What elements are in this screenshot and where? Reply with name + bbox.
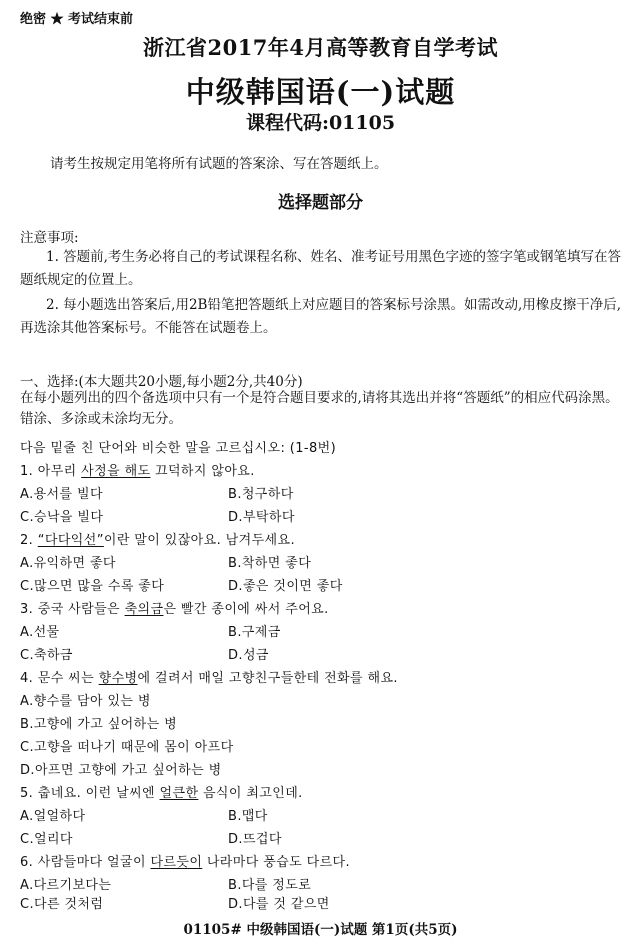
q3-option-b: B.구제금 xyxy=(228,625,281,640)
question-direction: 다음 밑줄 친 단어와 비슷한 말을 고르십시오: (1-8번) xyxy=(20,441,337,456)
question-4-pre: 4. 문수 씨는 xyxy=(20,671,99,686)
note-2 xyxy=(20,294,625,340)
q5-option-c: C.얼리다 xyxy=(20,832,73,847)
question-5-underlined: 얼큰한 xyxy=(159,786,199,801)
question-4-underlined: 향수병 xyxy=(98,671,138,686)
q4-option-b: B.고향에 가고 싶어하는 병 xyxy=(20,717,178,732)
question-6-post: 나라마다 풍습도 다르다. xyxy=(202,855,351,870)
q3-option-a: A.선물 xyxy=(20,625,60,640)
note-1-text: 1. 答题前,考生务必将自己的考试课程名称、姓名、准考证号用黑色字迹的签字笔或钢笔填写在答题纸规定的位置上。 xyxy=(20,249,621,288)
q2-option-a: A.유익하면 좋다 xyxy=(20,556,116,571)
question-2-underlined: “다다익선” xyxy=(37,533,104,548)
q3-option-c: C.축하금 xyxy=(20,648,73,663)
question-2-pre: 2. xyxy=(20,533,38,548)
question-3-post: 은 빨간 종이에 싸서 주어요. xyxy=(163,602,329,617)
question-3 xyxy=(20,598,329,617)
q1-option-a: A.용서를 빌다 xyxy=(20,487,103,502)
q6-option-a: A.다르기보다는 xyxy=(20,878,112,893)
q3-option-d: D.성금 xyxy=(228,648,269,663)
subject-title: 中级韩国语(一)试题 xyxy=(185,75,456,109)
q1-option-b: B.청구하다 xyxy=(228,487,294,502)
question-6-underlined: 다르듯이 xyxy=(150,855,203,870)
question-1-pre: 1. 아무리 xyxy=(20,464,82,479)
question-1-underlined: 사정을 해도 xyxy=(81,464,151,479)
question-5-post: 음식이 최고인데. xyxy=(198,786,303,801)
q5-option-a: A.얼얼하다 xyxy=(20,809,86,824)
q1-option-c: C.승낙을 빌다 xyxy=(20,510,104,525)
question-2-post: 이란 말이 있잖아요. 남겨두세요. xyxy=(103,533,295,548)
confidential-mark: 绝密 ★ 考试结束前 xyxy=(20,12,134,27)
note-2-text: 2. 每小题选出答案后,用2B铅笔把答题纸上对应题目的答案标号涂黑。如需改动,用橡皮擦干净后,再选涂其他答案标号。不能答在试题卷上。 xyxy=(20,297,622,336)
exam-title: 浙江省2017年4月高等教育自学考试 xyxy=(142,35,499,60)
q1-option-d: D.부탁하다 xyxy=(228,510,295,525)
q5-option-d: D.뜨겁다 xyxy=(228,832,282,847)
q4-option-d: D.아프면 고향에 가고 싶어하는 병 xyxy=(20,763,222,778)
question-3-underlined: 축의금 xyxy=(124,602,164,617)
course-code: 课程代码:01105 xyxy=(245,112,396,134)
question-5 xyxy=(20,782,303,801)
q2-option-b: B.착하면 좋다 xyxy=(228,556,312,571)
q4-option-c: C.고향을 떠나기 때문에 몸이 아프다 xyxy=(20,740,234,755)
question-4-post: 에 걸려서 매일 고향친구들한테 전화를 해요. xyxy=(137,671,398,686)
q2-option-c: C.많으면 많을 수록 좋다 xyxy=(20,579,165,594)
question-6 xyxy=(20,851,350,870)
question-2 xyxy=(20,529,295,548)
question-6-pre: 6. 사람들마다 얼굴이 xyxy=(20,855,151,870)
notes-heading: 注意事项: xyxy=(20,230,79,246)
question-5-pre: 5. 춥네요. 이런 날씨엔 xyxy=(20,786,160,801)
part1-heading: 一、选择:(本大题共20小题,每小题2分,共40分) xyxy=(20,374,303,390)
question-1-post: 끄덕하지 않아요. xyxy=(150,464,255,479)
q4-option-a: A.향수를 담아 있는 병 xyxy=(20,694,151,709)
question-1 xyxy=(20,460,255,479)
part1-description: 在每小题列出的四个备选项中只有一个是符合题目要求的,请将其选出并将“答题纸”的相应代码涂黑。错涂、多涂或未涂均无分。 xyxy=(20,390,619,427)
page-footer: 01105# 中级韩国语(一)试题 第1页(共5页) xyxy=(183,922,458,938)
q6-option-c: C.다른 것처럼 xyxy=(20,897,104,912)
q2-option-d: D.좋은 것이면 좋다 xyxy=(228,579,343,594)
question-4 xyxy=(20,667,398,686)
instruction: 请考生按规定用笔将所有试题的答案涂、写在答题纸上。 xyxy=(50,156,388,172)
q6-option-d: D.다를 것 같으면 xyxy=(228,897,330,912)
section-title: 选择题部分 xyxy=(278,193,363,213)
q6-option-b: B.다를 정도로 xyxy=(228,878,312,893)
q5-option-b: B.맵다 xyxy=(228,809,268,824)
note-1 xyxy=(20,246,625,292)
question-3-pre: 3. 중국 사람들은 xyxy=(20,602,125,617)
